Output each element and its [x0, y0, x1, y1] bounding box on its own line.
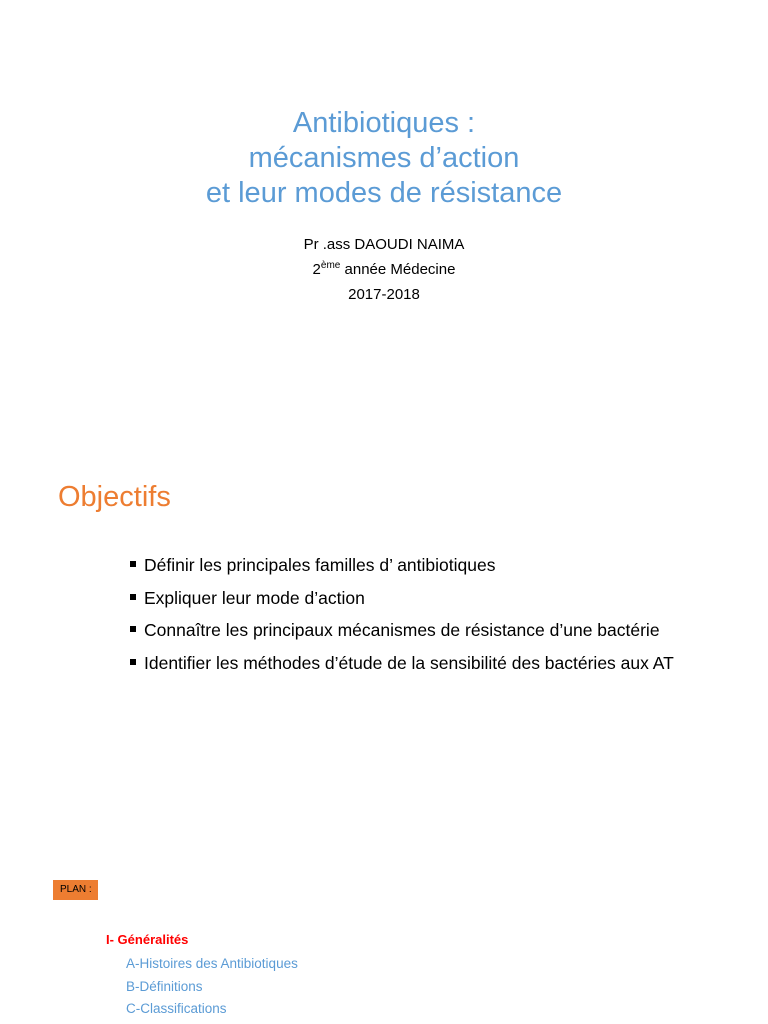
objective-item: [130, 549, 674, 582]
objective-item: [130, 647, 674, 680]
plan-section-title: I- Généralités: [106, 932, 189, 947]
title-line-1: Antibiotiques :: [292, 107, 476, 139]
objectives-heading: Objectifs: [58, 481, 171, 513]
square-bullet-icon: [130, 561, 136, 567]
study-year-rest: année Médecine: [340, 261, 456, 278]
plan-item: C-Classifications: [126, 1001, 227, 1016]
study-year-number: 2: [312, 261, 321, 278]
objectives-list: [130, 549, 674, 679]
document-title: [0, 106, 768, 211]
study-year: [0, 257, 768, 282]
objective-item: [130, 582, 674, 615]
square-bullet-icon: [130, 594, 136, 600]
objective-text: Expliquer leur mode d’action: [144, 587, 365, 608]
objective-text: Définir les principales familles d’ antibiotiques: [144, 555, 496, 575]
author-info: [0, 232, 768, 307]
plan-items-list: [126, 953, 298, 1021]
study-year-superscript: ème: [320, 260, 341, 271]
square-bullet-icon: [130, 626, 136, 632]
title-line-2: mécanismes d’action: [248, 142, 520, 174]
objective-text: Connaître les principaux mécanismes de résistance d’une bactérie: [144, 620, 660, 640]
title-line-3: et leur modes de résistance: [205, 177, 563, 209]
square-bullet-icon: [130, 659, 136, 665]
plan-badge: PLAN :: [53, 880, 98, 900]
plan-item: B-Définitions: [126, 978, 203, 994]
plan-item: A-Histoires des Antibiotiques: [126, 956, 298, 971]
objective-text: Identifier les méthodes d’étude de la sensibilité des bactéries aux AT: [144, 652, 674, 673]
author-name: Pr .ass DAOUDI NAIMA: [303, 236, 465, 253]
academic-year: 2017-2018: [348, 286, 420, 303]
objective-item: [130, 614, 674, 647]
